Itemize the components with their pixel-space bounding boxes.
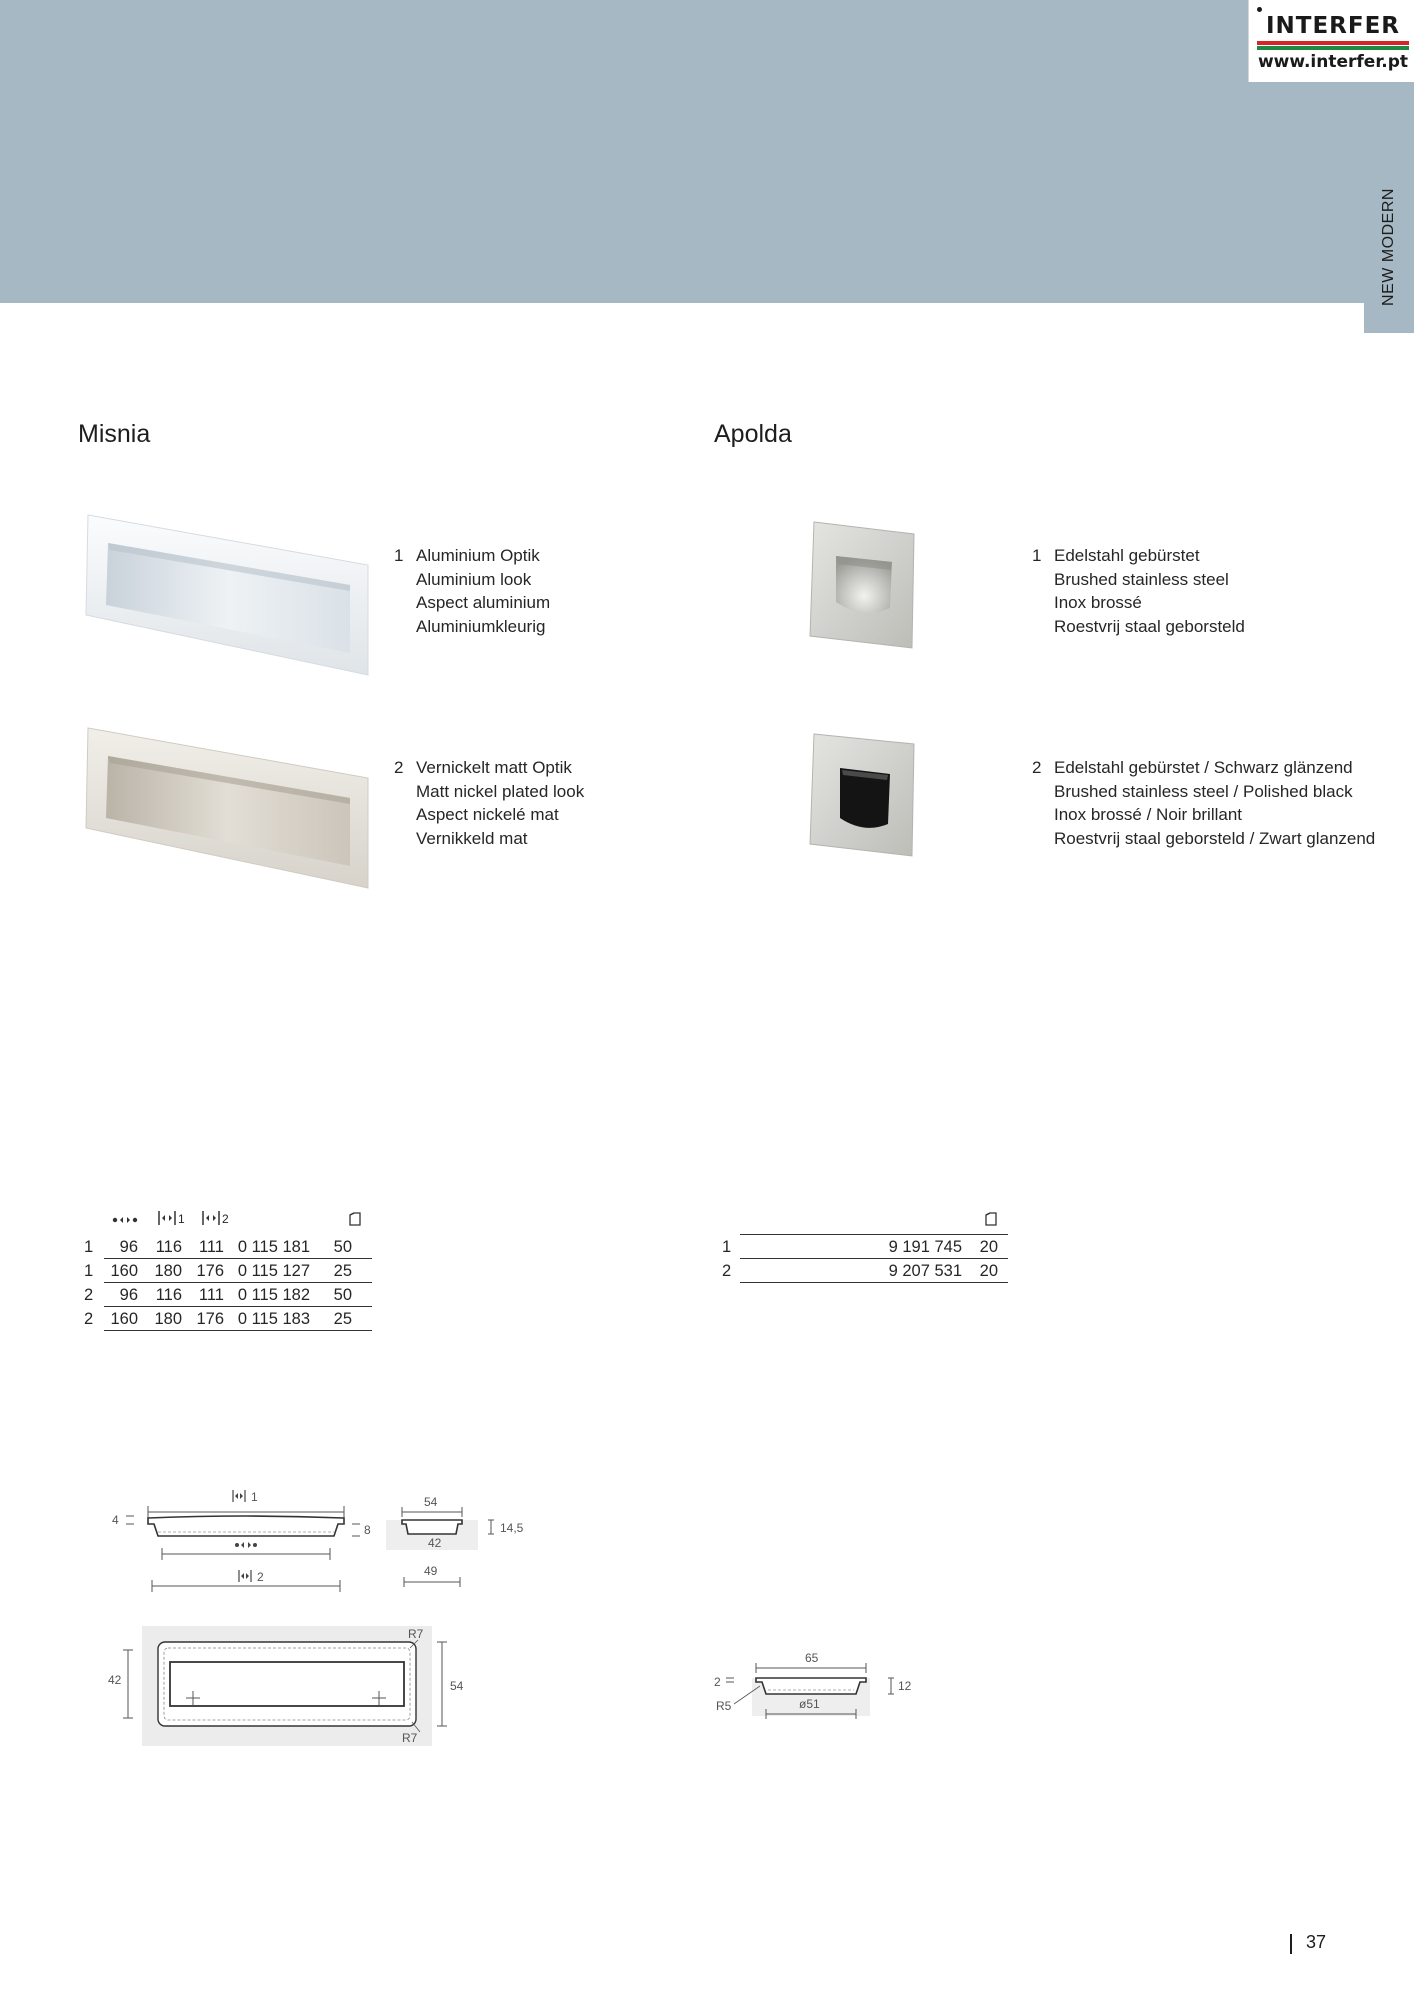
hole-spacing-icon [112, 1214, 138, 1226]
cell-variant: 2 [84, 1310, 94, 1328]
desc-line-de: Vernickelt matt Optik [416, 758, 572, 777]
brand-name: INTERFER [1265, 13, 1401, 39]
row-rule [104, 1282, 372, 1283]
cell-pack-qty: 50 [333, 1286, 352, 1304]
misnia-top-drawing [100, 1620, 464, 1750]
dim-label-65: 65 [805, 1651, 819, 1665]
variant-number: 1 [1032, 546, 1042, 565]
dim-label-4: 4 [112, 1513, 119, 1527]
cell-variant: 2 [84, 1286, 94, 1304]
variant-number: 2 [1032, 758, 1042, 777]
desc-line-en: Brushed stainless steel [1054, 569, 1229, 589]
dim-label-1: 1 [251, 1490, 258, 1504]
header-mark-1: 1 [178, 1212, 185, 1226]
cell-length-1: 116 [155, 1238, 182, 1256]
misnia-aluminium-photo [78, 505, 378, 685]
variant-number: 1 [394, 546, 404, 565]
dim-label-14-5: 14,5 [500, 1521, 524, 1535]
cell-variant: 2 [722, 1262, 732, 1280]
row-rule [104, 1306, 372, 1307]
dim-label-8: 8 [364, 1523, 371, 1537]
cell-variant: 1 [84, 1262, 94, 1280]
cell-article-no: 9 207 531 [888, 1262, 962, 1280]
cell-length-2: 176 [196, 1262, 224, 1280]
page-number-separator [1290, 1934, 1292, 1954]
table-row [720, 1260, 1010, 1284]
table-row [84, 1260, 374, 1284]
dim-label-42: 42 [428, 1536, 442, 1550]
cell-length-2: 111 [198, 1238, 224, 1256]
variant-number: 2 [394, 758, 404, 777]
cell-variant: 1 [84, 1238, 94, 1256]
misnia-profile-drawing [384, 1494, 534, 1594]
hole-spacing-icon [235, 1542, 257, 1548]
cell-length-2: 176 [196, 1310, 224, 1328]
length-1-icon [233, 1490, 245, 1502]
apolda-title: Apolda [714, 420, 792, 448]
desc-line-en: Brushed stainless steel / Polished black [1054, 781, 1353, 801]
length-1-icon [158, 1210, 176, 1226]
cell-article-no: 0 115 183 [237, 1310, 310, 1328]
apolda-spec-table [720, 1208, 1010, 1288]
package-qty-icon [984, 1210, 998, 1226]
cell-length-1: 180 [154, 1310, 182, 1328]
cell-pack-qty: 50 [333, 1238, 352, 1256]
cell-pack-qty: 25 [333, 1262, 352, 1280]
dim-label-42-top: 42 [108, 1673, 122, 1687]
table-row [84, 1236, 374, 1260]
dim-label-d51: ø51 [799, 1697, 820, 1711]
dim-label-12: 12 [898, 1679, 912, 1693]
row-rule [740, 1258, 1008, 1259]
cell-article-no: 0 115 182 [237, 1286, 310, 1304]
cell-pack-qty: 25 [333, 1310, 352, 1328]
desc-line-nl: Roestvrij staal geborsteld / Zwart glanzend [1054, 828, 1376, 848]
logo-green-stripe [1257, 46, 1409, 50]
cell-length-1: 180 [154, 1262, 182, 1280]
dim-label-54-top: 54 [450, 1679, 464, 1693]
table-row [84, 1284, 374, 1308]
desc-line-fr: Inox brossé / Noir brillant [1054, 805, 1243, 824]
radius-label-bottom: R7 [402, 1731, 418, 1745]
length-2-icon [239, 1570, 251, 1582]
dim-label-49: 49 [424, 1564, 438, 1578]
page-number-value: 37 [1306, 1932, 1327, 1952]
apolda-section-drawing [712, 1648, 932, 1748]
cell-variant: 1 [722, 1238, 732, 1256]
package-qty-icon [348, 1210, 362, 1226]
header-banner [0, 0, 1414, 303]
table-row [720, 1236, 1010, 1260]
header-mark-2: 2 [222, 1212, 229, 1226]
desc-line-fr: Aspect nickelé mat [416, 805, 559, 824]
cell-length-1: 116 [155, 1286, 182, 1304]
desc-line-nl: Vernikkeld mat [416, 828, 528, 848]
desc-line-de: Edelstahl gebürstet / Schwarz glänzend [1054, 758, 1353, 777]
cell-article-no: 0 115 181 [237, 1238, 310, 1256]
desc-line-nl: Aluminiumkleurig [416, 616, 546, 636]
cell-article-no: 9 191 745 [888, 1238, 962, 1256]
brand-logo[interactable] [1248, 0, 1414, 82]
dim-label-2: 2 [714, 1675, 721, 1689]
misnia-spec-table [84, 1208, 374, 1338]
cell-article-no: 0 115 127 [237, 1262, 310, 1280]
brand-url: www.interfer.pt [1257, 52, 1409, 72]
cell-spacing: 96 [119, 1238, 138, 1256]
dim-label-54: 54 [424, 1495, 438, 1509]
apolda-black-photo [806, 728, 918, 860]
desc-line-fr: Aspect aluminium [416, 593, 551, 612]
desc-line-de: Aluminium Optik [416, 546, 540, 565]
misnia-title: Misnia [78, 420, 151, 448]
desc-line-en: Matt nickel plated look [416, 781, 585, 801]
dim-label-2: 2 [257, 1570, 264, 1584]
length-2-icon [202, 1210, 220, 1226]
desc-line-de: Edelstahl gebürstet [1054, 546, 1200, 565]
table-row [84, 1308, 374, 1332]
desc-line-fr: Inox brossé [1054, 593, 1142, 612]
header-rule [740, 1234, 1008, 1235]
desc-line-en: Aluminium look [416, 569, 532, 589]
row-rule [740, 1282, 1008, 1283]
section-tab [1364, 160, 1414, 333]
row-rule [104, 1330, 372, 1331]
cell-pack-qty: 20 [979, 1238, 998, 1256]
misnia-nickel-photo [78, 718, 378, 898]
cell-pack-qty: 20 [979, 1262, 998, 1280]
desc-line-nl: Roestvrij staal geborsteld [1054, 616, 1245, 636]
radius-label-top: R7 [408, 1627, 424, 1641]
cell-spacing: 160 [110, 1262, 138, 1280]
row-rule [104, 1258, 372, 1259]
cell-spacing: 96 [119, 1286, 138, 1304]
misnia-side-drawing [100, 1488, 371, 1598]
section-tab-label: NEW MODERN [1380, 187, 1397, 306]
cell-spacing: 160 [110, 1310, 138, 1328]
cell-length-2: 111 [198, 1286, 224, 1304]
radius-label-r5: R5 [716, 1699, 732, 1713]
logo-red-stripe [1257, 41, 1409, 45]
apolda-brushed-photo [806, 516, 918, 652]
